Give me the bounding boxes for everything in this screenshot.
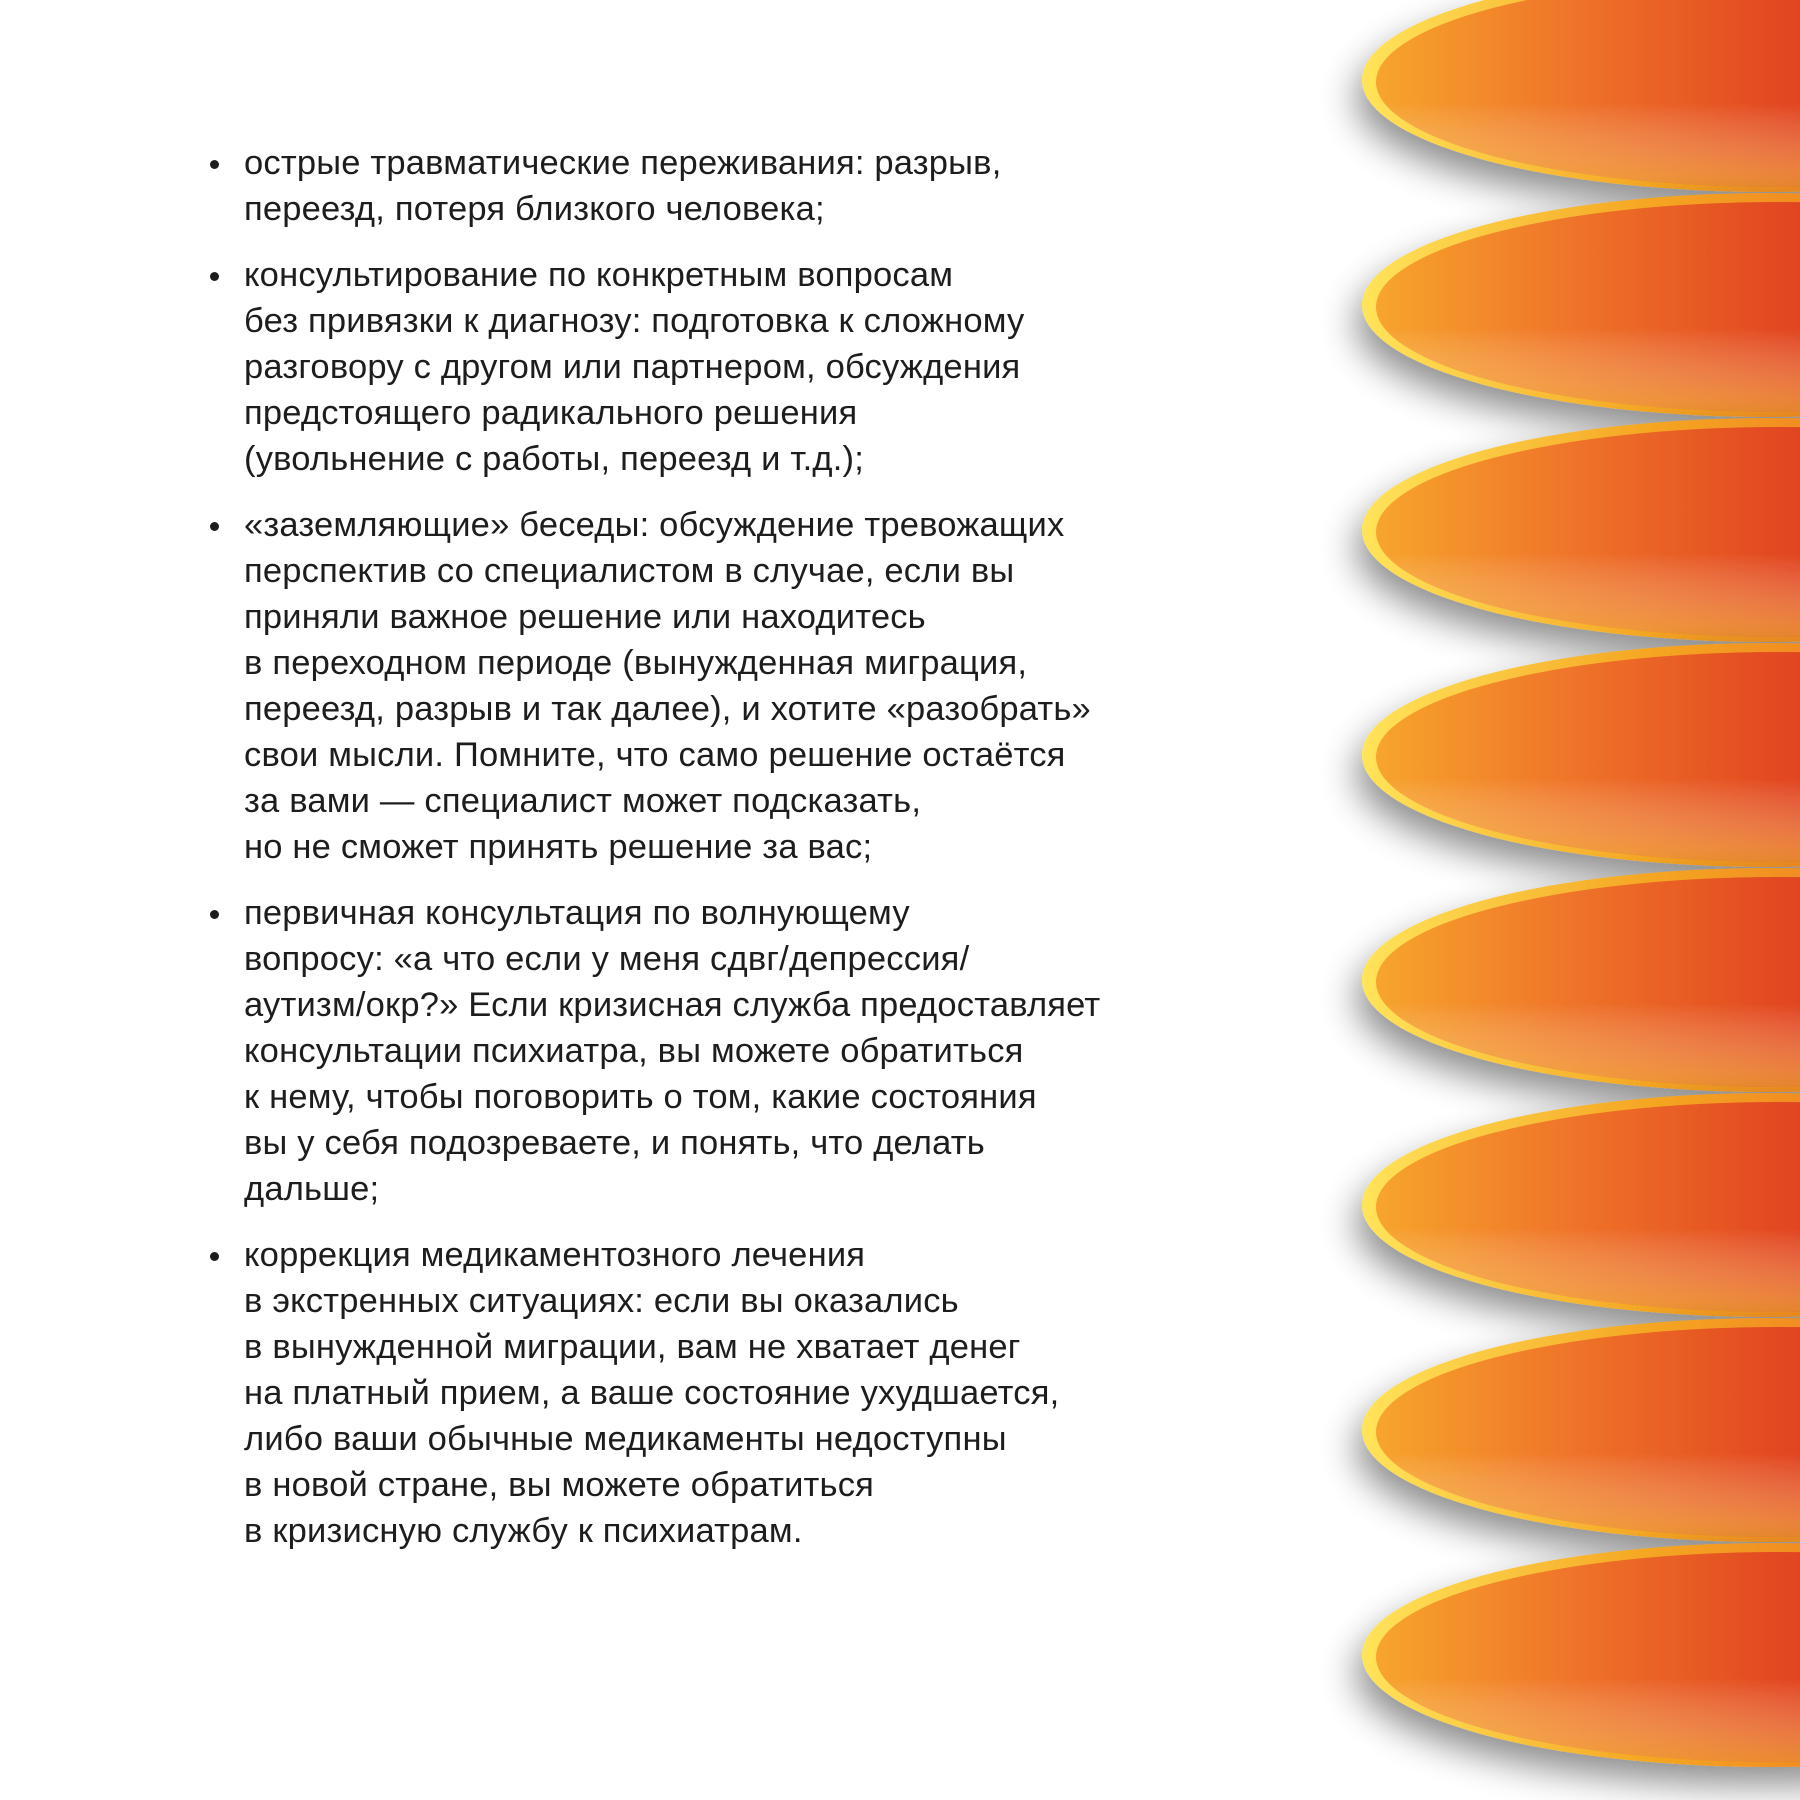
decorative-orange-petals: [1240, 0, 1800, 1800]
list-item-line: переезд, потеря близкого человека;: [244, 190, 825, 228]
bullet-icon: [210, 522, 219, 531]
list-item-line: предстоящего радикального решения: [244, 394, 858, 432]
list-item: [206, 252, 1246, 482]
list-item-line: свои мысли. Помните, что само решение остаётся: [244, 736, 1066, 774]
list-item-line: к нему, чтобы поговорить о том, какие состояния: [244, 1078, 1037, 1116]
petal: [1362, 0, 1800, 192]
petal: [1362, 193, 1800, 417]
petal: [1362, 1093, 1800, 1317]
list-item: [206, 1232, 1246, 1554]
list-item-line: «заземляющие» беседы: обсуждение тревожащих: [244, 506, 1065, 544]
petal-stack: [1362, 0, 1800, 1767]
list-item-line: острые травматические переживания: разрыв,: [244, 144, 1002, 182]
bullet-icon: [210, 1252, 219, 1261]
petal: [1362, 868, 1800, 1092]
list-item-line: (увольнение с работы, переезд и т.д.);: [244, 440, 864, 478]
list-item-line: коррекция медикаментозного лечения: [244, 1236, 866, 1274]
list-item-line: переезд, разрыв и так далее), и хотите «разобрать»: [244, 690, 1091, 728]
list-item-line: либо ваши обычные медикаменты недоступны: [244, 1420, 1007, 1458]
bullet-icon: [210, 272, 219, 281]
list-item-line: первичная консультация по волнующему: [244, 894, 910, 932]
list-item-line: консультирование по конкретным вопросам: [244, 256, 954, 294]
list-item-line: дальше;: [244, 1170, 380, 1208]
list-item: [206, 140, 1246, 232]
petal: [1362, 643, 1800, 867]
petal: [1362, 418, 1800, 642]
list-item: [206, 502, 1246, 870]
list-item: [206, 890, 1246, 1212]
list-item-line: разговору с другом или партнером, обсуждения: [244, 348, 1021, 386]
list-item-line: перспектив со специалистом в случае, если вы: [244, 552, 1015, 590]
list-item-line: в кризисную службу к психиатрам.: [244, 1512, 803, 1550]
petal: [1362, 1543, 1800, 1767]
list-item-line: приняли важное решение или находитесь: [244, 598, 926, 636]
list-item-line: но не сможет принять решение за вас;: [244, 828, 873, 866]
list-item-line: аутизм/окр?» Если кризисная служба предоставляет: [244, 986, 1101, 1024]
main-content: [206, 140, 1246, 1574]
petal: [1362, 1318, 1800, 1542]
list-item-line: вы у себя подозреваете, и понять, что делать: [244, 1124, 985, 1162]
bullet-icon: [210, 160, 219, 169]
list-item-line: без привязки к диагнозу: подготовка к сложному: [244, 302, 1025, 340]
list-item-line: за вами — специалист может подсказать,: [244, 782, 922, 820]
list-item-line: в экстренных ситуациях: если вы оказались: [244, 1282, 959, 1320]
list-item-line: вопросу: «а что если у меня сдвг/депрессия/: [244, 940, 970, 978]
list-item-line: в вынужденной миграции, вам не хватает денег: [244, 1328, 1021, 1366]
list-item-line: консультации психиатра, вы можете обратиться: [244, 1032, 1024, 1070]
list-item-line: в новой стране, вы можете обратиться: [244, 1466, 875, 1504]
bullet-list: [206, 140, 1246, 1554]
list-item-line: в переходном периоде (вынужденная миграция,: [244, 644, 1028, 682]
bullet-icon: [210, 910, 219, 919]
list-item-line: на платный прием, а ваше состояние ухудшается,: [244, 1374, 1060, 1412]
